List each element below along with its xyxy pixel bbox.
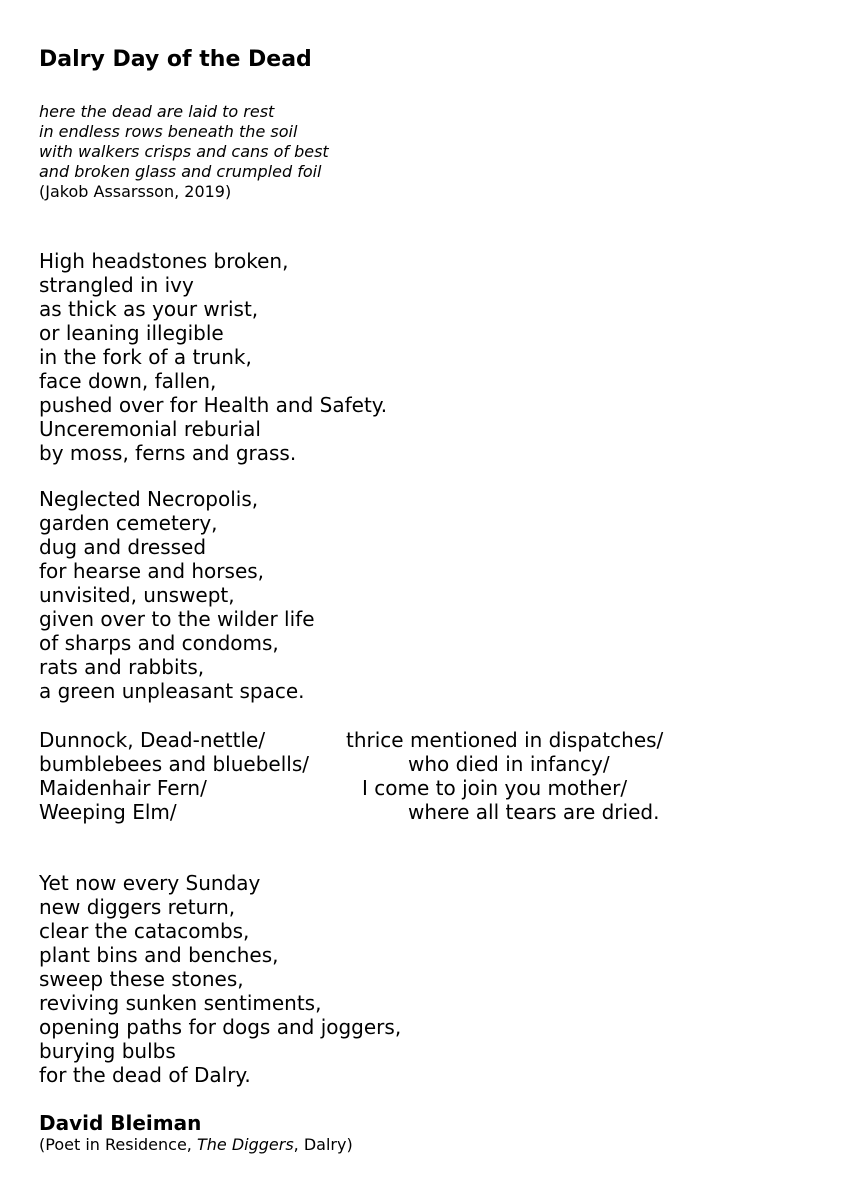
poem-line: for hearse and horses, (39, 559, 265, 583)
poem-line: strangled in ivy (39, 273, 194, 297)
poem-line: for the dead of Dalry. (39, 1063, 251, 1087)
poem-line: dug and dressed (39, 535, 207, 559)
epigraph-line: with walkers crisps and cans of best (39, 142, 329, 161)
split-left-line: Weeping Elm/ (39, 800, 177, 824)
poem-line: opening paths for dogs and joggers, (39, 1015, 402, 1039)
author-affiliation (39, 1135, 353, 1155)
epigraph-line: and broken glass and crumpled foil (39, 162, 322, 181)
epigraph-credit: (Jakob Assarsson, 2019) (39, 182, 232, 201)
poem-line: burying bulbs (39, 1039, 176, 1063)
poem-line: a green unpleasant space. (39, 679, 305, 703)
stanza-4 (39, 871, 401, 1087)
split-right-line: where all tears are dried. (408, 800, 660, 824)
affiliation-org: The Diggers (196, 1135, 294, 1154)
poem-line: rats and rabbits, (39, 655, 205, 679)
poem-line: face down, fallen, (39, 369, 217, 393)
poem-line: Yet now every Sunday (39, 871, 261, 895)
poem-line: Unceremonial reburial (39, 417, 261, 441)
split-right-line: thrice mentioned in dispatches/ (346, 728, 664, 752)
poem-line: reviving sunken sentiments, (39, 991, 322, 1015)
split-row (0, 728, 849, 752)
poem-line: Neglected Necropolis, (39, 487, 259, 511)
poem-line: as thick as your wrist, (39, 297, 259, 321)
poem-line: in the fork of a trunk, (39, 345, 252, 369)
poem-line: of sharps and condoms, (39, 631, 279, 655)
affiliation-prefix: (Poet in Residence, (39, 1135, 197, 1154)
poem-line: High headstones broken, (39, 249, 289, 273)
stanza-1 (39, 249, 387, 465)
poem-line: given over to the wilder life (39, 607, 315, 631)
split-row (0, 776, 849, 800)
poem-line: or leaning illegible (39, 321, 224, 345)
epigraph-line: in endless rows beneath the soil (39, 122, 298, 141)
stanza-2 (39, 487, 315, 703)
poem-line: plant bins and benches, (39, 943, 279, 967)
poem-line: pushed over for Health and Safety. (39, 393, 388, 417)
epigraph-line: here the dead are laid to rest (39, 102, 275, 121)
split-right-line: I come to join you mother/ (362, 776, 628, 800)
split-row (0, 752, 849, 776)
poem-line: garden cemetery, (39, 511, 218, 535)
split-left-line: Dunnock, Dead-nettle/ (39, 728, 266, 752)
epigraph (39, 102, 329, 202)
split-left-line: Maidenhair Fern/ (39, 776, 207, 800)
poem-line: unvisited, unswept, (39, 583, 235, 607)
split-row (0, 800, 849, 824)
author-name: David Bleiman (39, 1111, 202, 1135)
poem-line: new diggers return, (39, 895, 236, 919)
poem-line: clear the catacombs, (39, 919, 250, 943)
split-left-line: bumblebees and bluebells/ (39, 752, 309, 776)
affiliation-suffix: , Dalry) (293, 1135, 353, 1154)
poem-title: Dalry Day of the Dead (39, 47, 312, 72)
poem-line: sweep these stones, (39, 967, 244, 991)
stanza-3-two-column (0, 728, 849, 824)
split-right-line: who died in infancy/ (408, 752, 610, 776)
poem-line: by moss, ferns and grass. (39, 441, 297, 465)
